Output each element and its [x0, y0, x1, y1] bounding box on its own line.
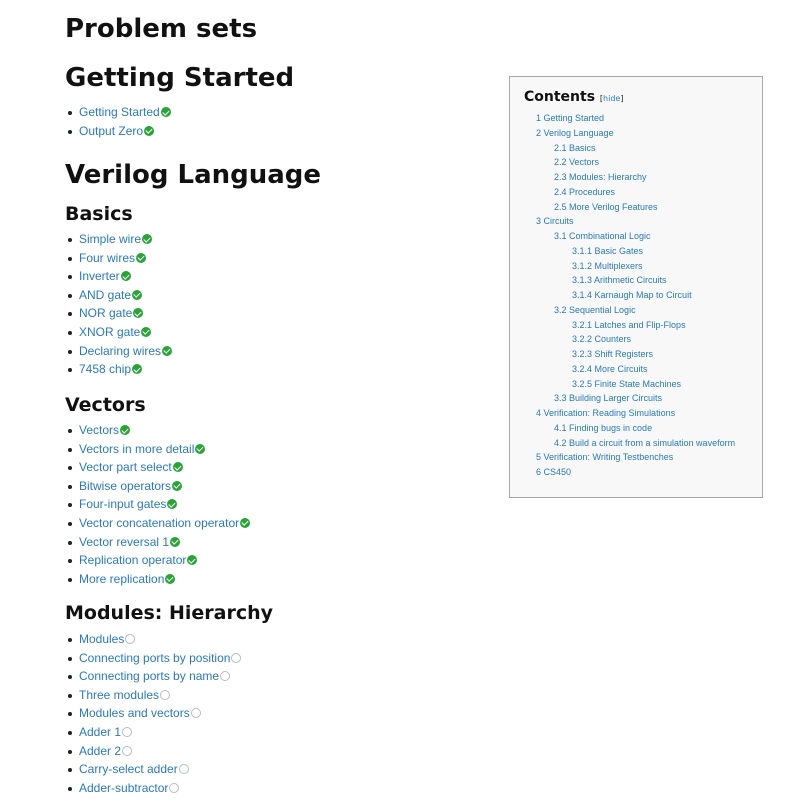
problem-link-three-modules[interactable]: Three modules — [79, 687, 160, 702]
problem-list-item — [65, 421, 250, 440]
toc-link-3-2-4-more-circuits[interactable]: 3.2.4 More Circuits — [572, 363, 648, 374]
toc-item — [524, 332, 748, 347]
toc-link-3-2-sequential-logic[interactable]: 3.2 Sequential Logic — [554, 304, 636, 315]
empty-circle-icon — [122, 746, 132, 756]
empty-circle-icon — [191, 708, 201, 718]
problem-list-item — [65, 458, 250, 477]
toc-item — [524, 450, 748, 465]
check-circle-icon — [195, 444, 205, 454]
toc-item — [524, 347, 748, 362]
problem-link-replication-operator[interactable]: Replication operator — [79, 553, 187, 568]
problem-list-item — [65, 742, 241, 761]
toc-link-3-1-4-karnaugh-map-to-circuit[interactable]: 3.1.4 Karnaugh Map to Circuit — [572, 290, 692, 300]
check-circle-icon — [167, 499, 177, 509]
check-circle-icon — [161, 107, 171, 117]
check-circle-icon — [187, 555, 197, 565]
empty-circle-icon — [169, 783, 179, 793]
problem-link-vector-concatenation-operator[interactable]: Vector concatenation operator — [79, 515, 240, 530]
problem-list-item — [65, 760, 241, 779]
problem-list-item — [65, 779, 241, 798]
problem-link-and-gate[interactable]: AND gate — [79, 287, 132, 302]
toc-link-3-2-3-shift-registers[interactable]: 3.2.3 Shift Registers — [572, 349, 654, 359]
check-circle-icon — [132, 364, 142, 374]
toc-link-3-1-1-basic-gates[interactable]: 3.1.1 Basic Gates — [572, 245, 644, 256]
problem-link-declaring-wires[interactable]: Declaring wires — [79, 343, 162, 358]
toc-item — [524, 214, 748, 229]
toc-hide-toggle: [hide] — [599, 94, 624, 103]
toc-item — [524, 200, 748, 215]
table-of-contents — [509, 76, 763, 498]
check-circle-icon — [133, 308, 143, 318]
toc-link-4-verification-reading-simulations[interactable]: 4 Verification: Reading Simulations — [536, 408, 676, 418]
problem-link-vector-reversal-1[interactable]: Vector reversal 1 — [79, 534, 170, 549]
problem-list-item — [65, 704, 241, 723]
problem-link-more-replication[interactable]: More replication — [79, 571, 165, 586]
check-circle-icon — [172, 481, 182, 491]
toc-link-3-1-3-arithmetic-circuits[interactable]: 3.1.3 Arithmetic Circuits — [572, 275, 667, 286]
toc-item — [524, 244, 748, 259]
toc-item — [524, 362, 748, 377]
toc-item — [524, 141, 748, 156]
toc-link-3-2-1-latches-and-flip-flops[interactable]: 3.2.1 Latches and Flip-Flops — [572, 319, 686, 330]
problem-list-basics — [65, 230, 172, 379]
problem-link-7458-chip[interactable]: 7458 chip — [79, 362, 132, 377]
check-circle-icon — [120, 425, 130, 435]
empty-circle-icon — [179, 764, 189, 774]
toc-hide-link[interactable]: hide — [603, 94, 621, 103]
problem-link-modules-and-vectors[interactable]: Modules and vectors — [79, 706, 190, 721]
toc-header — [524, 89, 748, 109]
problem-link-four-wires[interactable]: Four wires — [79, 250, 136, 265]
problem-link-modules[interactable]: Modules — [79, 632, 125, 646]
problem-list-item — [65, 230, 172, 249]
check-circle-icon — [170, 537, 180, 547]
toc-item — [524, 303, 748, 318]
toc-link-3-1-combinational-logic[interactable]: 3.1 Combinational Logic — [554, 231, 651, 241]
toc-item — [524, 421, 748, 436]
problem-link-connecting-ports-by-position[interactable]: Connecting ports by position — [79, 650, 231, 665]
problem-list-item — [65, 286, 172, 305]
subsection-title-modules: Modules: Hierarchy — [65, 602, 274, 624]
problem-list-item — [65, 267, 172, 286]
toc-link-3-2-5-finite-state-machines[interactable]: 3.2.5 Finite State Machines — [572, 378, 682, 389]
check-circle-icon — [240, 518, 250, 528]
check-circle-icon — [142, 234, 152, 244]
toc-link-2-verilog-language[interactable]: 2 Verilog Language — [536, 127, 614, 138]
toc-link-1-getting-started[interactable]: 1 Getting Started — [536, 113, 605, 123]
problem-list-item — [65, 495, 250, 514]
empty-circle-icon — [220, 671, 230, 681]
problem-list-item — [65, 514, 250, 533]
section-title-verilog-language: Verilog Language — [65, 160, 322, 190]
toc-link-2-5-more-verilog-features[interactable]: 2.5 More Verilog Features — [554, 201, 658, 212]
toc-item — [524, 406, 748, 421]
problem-link-getting-started[interactable]: Getting Started — [79, 105, 160, 119]
problem-list-item — [65, 249, 172, 268]
problem-list-item — [65, 723, 241, 742]
problem-list-item — [65, 533, 250, 552]
problem-list-item — [65, 122, 171, 141]
section-title-getting-started: Getting Started — [65, 63, 295, 93]
problem-list-item — [65, 667, 241, 686]
toc-item — [524, 111, 748, 126]
toc-item — [524, 170, 748, 185]
toc-item — [524, 273, 748, 288]
problem-link-nor-gate[interactable]: NOR gate — [79, 306, 133, 321]
problem-list-getting-started — [65, 103, 171, 140]
toc-link-3-3-building-larger-circuits[interactable]: 3.3 Building Larger Circuits — [554, 393, 663, 404]
problem-link-adder-2[interactable]: Adder 2 — [79, 743, 122, 758]
problem-list-item — [65, 570, 250, 589]
toc-link-4-2-build-a-circuit-from-a-simulation-waveform[interactable]: 4.2 Build a circuit from a simulation waveform — [554, 437, 736, 448]
toc-item — [524, 126, 748, 141]
toc-link-4-1-finding-bugs-in-code[interactable]: 4.1 Finding bugs in code — [554, 422, 653, 433]
toc-item — [524, 155, 748, 170]
problem-list-item — [65, 323, 172, 342]
page-title: Problem sets — [65, 14, 258, 44]
check-circle-icon — [121, 271, 131, 281]
toc-item — [524, 377, 748, 392]
problem-list-item — [65, 551, 250, 570]
check-circle-icon — [141, 327, 151, 337]
problem-link-xnor-gate[interactable]: XNOR gate — [79, 324, 141, 339]
toc-link-6-cs450[interactable]: 6 CS450 — [536, 467, 572, 477]
problem-link-simple-wire[interactable]: Simple wire — [79, 232, 142, 246]
problem-list-item — [65, 477, 250, 496]
empty-circle-icon — [122, 727, 132, 737]
problem-link-four-input-gates[interactable]: Four-input gates — [79, 497, 167, 512]
toc-item — [524, 436, 748, 451]
problem-list-item — [65, 304, 172, 323]
problem-link-vectors[interactable]: Vectors — [79, 423, 120, 437]
empty-circle-icon — [231, 653, 241, 663]
problem-list-item — [65, 360, 172, 379]
empty-circle-icon — [125, 634, 135, 644]
toc-link-3-circuits[interactable]: 3 Circuits — [536, 216, 574, 227]
subsection-title-basics: Basics — [65, 203, 133, 225]
problem-list-item — [65, 649, 241, 668]
problem-link-inverter[interactable]: Inverter — [79, 269, 120, 284]
toc-link-5-verification-writing-testbenches[interactable]: 5 Verification: Writing Testbenches — [536, 452, 674, 463]
toc-link-2-4-procedures[interactable]: 2.4 Procedures — [554, 186, 616, 197]
toc-list — [524, 111, 748, 480]
problem-list-modules — [65, 630, 241, 797]
problem-link-bitwise-operators[interactable]: Bitwise operators — [79, 478, 172, 493]
toc-link-2-3-modules-hierarchy[interactable]: 2.3 Modules: Hierarchy — [554, 172, 647, 182]
toc-link-2-1-basics[interactable]: 2.1 Basics — [554, 142, 596, 153]
toc-item — [524, 318, 748, 333]
problem-list-item — [65, 440, 250, 459]
subsection-title-vectors: Vectors — [65, 394, 146, 416]
problem-link-adder-1[interactable]: Adder 1 — [79, 724, 122, 739]
problem-link-carry-select-adder[interactable]: Carry-select adder — [79, 762, 178, 777]
check-circle-icon — [144, 126, 154, 136]
check-circle-icon — [132, 290, 142, 300]
toc-link-3-2-2-counters[interactable]: 3.2.2 Counters — [572, 334, 632, 345]
toc-item — [524, 391, 748, 406]
toc-link-3-1-2-multiplexers[interactable]: 3.1.2 Multiplexers — [572, 260, 643, 271]
toc-item — [524, 229, 748, 244]
toc-item — [524, 288, 748, 303]
check-circle-icon — [173, 462, 183, 472]
problem-list-item — [65, 630, 241, 649]
problem-link-adder-subtractor[interactable]: Adder-subtractor — [79, 780, 169, 795]
problem-list-item — [65, 342, 172, 361]
problem-link-vectors-in-more-detail[interactable]: Vectors in more detail — [79, 441, 195, 456]
problem-link-output-zero[interactable]: Output Zero — [79, 123, 144, 138]
problem-link-connecting-ports-by-name[interactable]: Connecting ports by name — [79, 669, 220, 684]
check-circle-icon — [162, 346, 172, 356]
problem-link-vector-part-select[interactable]: Vector part select — [79, 460, 172, 475]
toc-title: Contents — [524, 89, 596, 105]
check-circle-icon — [165, 574, 175, 584]
problem-list-vectors — [65, 421, 250, 588]
check-circle-icon — [136, 253, 146, 263]
toc-item — [524, 465, 748, 480]
problem-list-item — [65, 686, 241, 705]
empty-circle-icon — [160, 690, 170, 700]
toc-item — [524, 185, 748, 200]
problem-list-item — [65, 103, 171, 122]
toc-link-2-2-vectors[interactable]: 2.2 Vectors — [554, 157, 600, 168]
toc-item — [524, 259, 748, 274]
